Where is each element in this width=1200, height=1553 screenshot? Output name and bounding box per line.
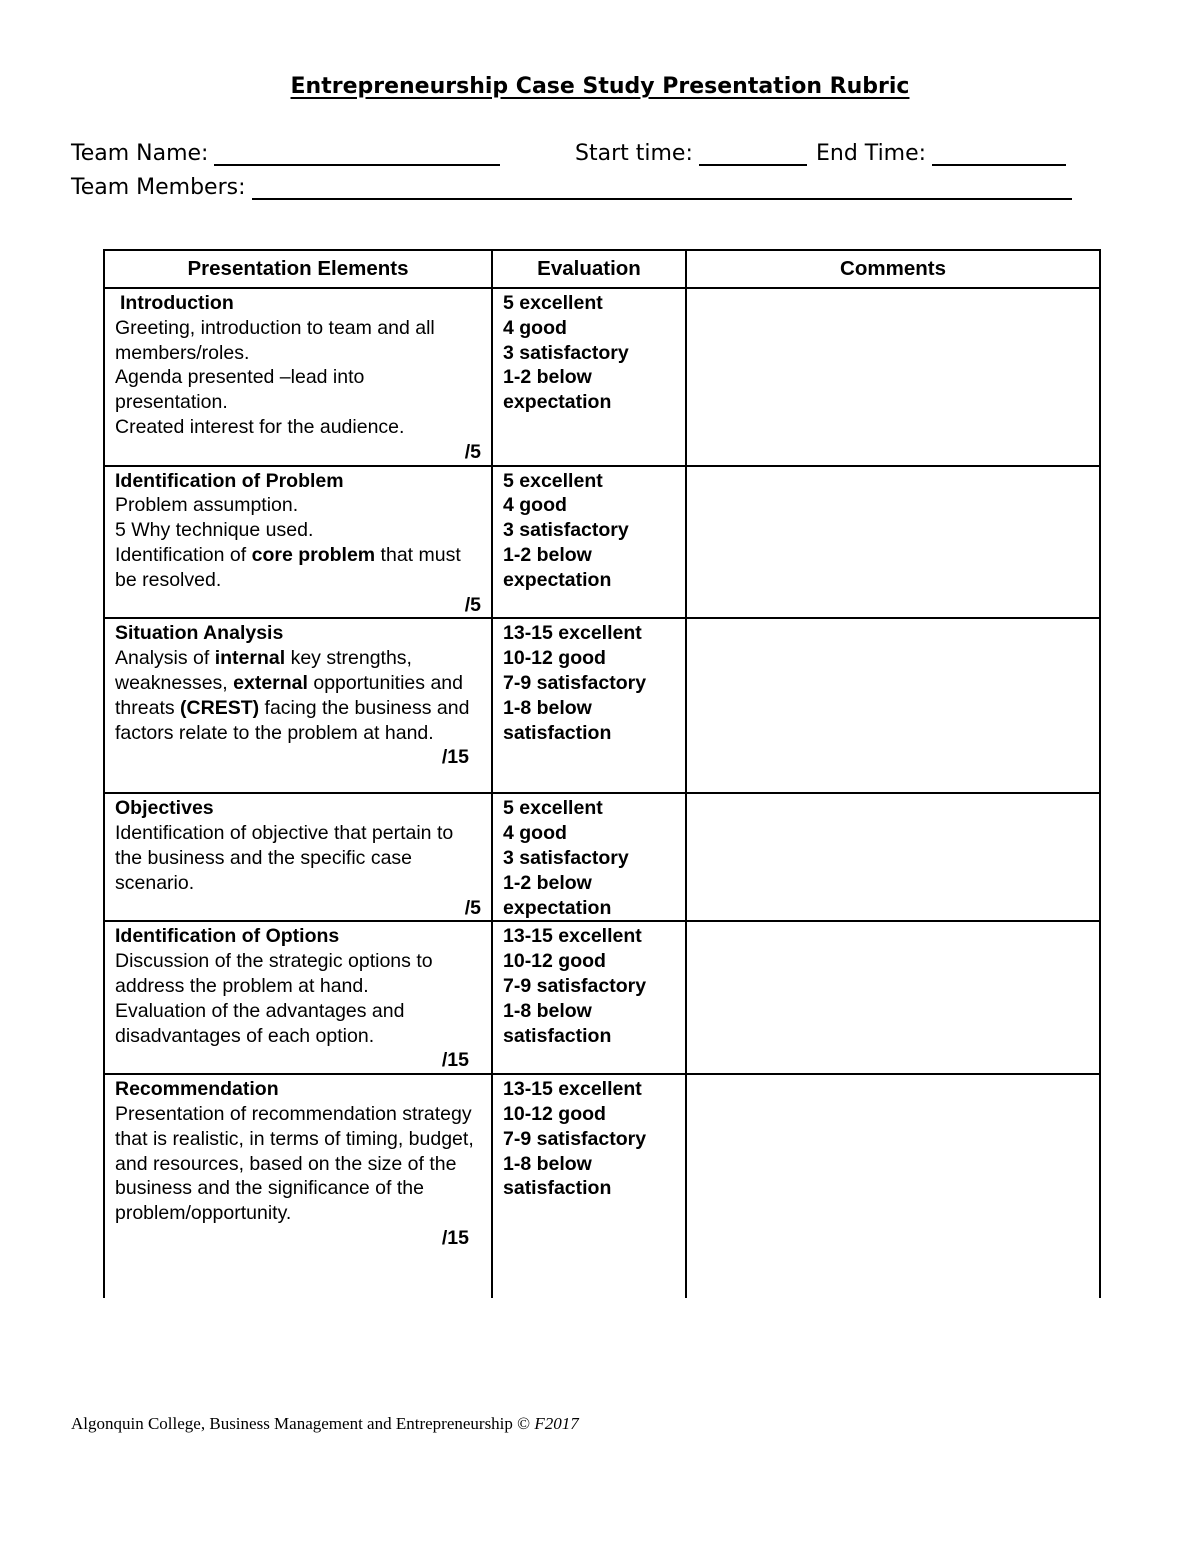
team-name-field[interactable]: [71, 141, 500, 166]
start-time-label: Start time:: [575, 141, 693, 166]
team-members-field[interactable]: [71, 175, 1072, 200]
evaluation-level: 10-12 good: [503, 647, 606, 670]
evaluation-level: 1-8 below satisfaction: [503, 999, 612, 1047]
page-footer: [71, 1414, 579, 1434]
footer-text: Algonquin College, Business Management and Entrepreneurship ©: [71, 1414, 535, 1433]
element-title: Recommendation: [115, 1078, 279, 1101]
evaluation-level: 13-15 excellent: [503, 1078, 642, 1101]
start-time-blank[interactable]: [699, 142, 807, 166]
element-title: Situation Analysis: [115, 622, 284, 645]
header-comments: Comments: [686, 250, 1100, 288]
evaluation-level: 13-15 excellent: [503, 925, 642, 948]
evaluation-level: 4 good: [503, 822, 567, 845]
comments-cell[interactable]: [686, 921, 1100, 1074]
element-description: Greeting, introduction to team and all members/roles. Agenda presented –lead into presentation. Created interest for the audience.: [115, 316, 435, 438]
evaluation-level: 1-8 below satisfaction: [503, 1152, 612, 1200]
evaluation-cell: [492, 618, 686, 793]
element-description: Discussion of the strategic options to address the problem at hand. Evaluation of the advantages and disadvantages of each option.: [115, 950, 433, 1047]
footer-term: F2017: [534, 1414, 579, 1433]
evaluation-cell: [492, 793, 686, 921]
comments-cell[interactable]: [686, 288, 1100, 466]
element-cell: [104, 618, 492, 793]
evaluation-level: 10-12 good: [503, 1102, 606, 1125]
element-description: Analysis of internal key strengths, weaknesses, external opportunities and threats (CREST) facing the business and factors relate to the problem at hand.: [115, 647, 470, 744]
evaluation-cell: [492, 288, 686, 466]
end-time-blank[interactable]: [932, 142, 1066, 166]
evaluation-level: 3 satisfactory: [503, 519, 629, 542]
table-row: [104, 921, 1100, 1074]
element-score: /15: [441, 746, 469, 769]
page-title: Entrepreneurship Case Study Presentation Rubric: [290, 74, 910, 99]
evaluation-level: 3 satisfactory: [503, 341, 629, 364]
end-time-field[interactable]: [816, 141, 1066, 166]
table-row: [104, 1074, 1100, 1298]
element-score: /15: [441, 1049, 469, 1072]
element-title: Identification of Options: [115, 925, 340, 948]
evaluation-level: 5 excellent: [503, 469, 603, 492]
start-time-field[interactable]: [575, 141, 807, 166]
evaluation-level: 4 good: [503, 494, 567, 517]
rubric-table: [103, 249, 1101, 1298]
element-cell: [104, 466, 492, 619]
evaluation-level: 7-9 satisfactory: [503, 1127, 647, 1150]
header-presentation-elements: Presentation Elements: [104, 250, 492, 288]
comments-cell[interactable]: [686, 1074, 1100, 1298]
evaluation-level: 1-2 below expectation: [503, 366, 612, 414]
element-score: /5: [464, 593, 481, 616]
element-cell: [104, 288, 492, 466]
evaluation-level: 1-2 below expectation: [503, 871, 612, 919]
element-cell: [104, 1074, 492, 1298]
table-row: [104, 618, 1100, 793]
evaluation-level: 3 satisfactory: [503, 846, 629, 869]
evaluation-level: 1-2 below expectation: [503, 543, 612, 591]
evaluation-level: 13-15 excellent: [503, 622, 642, 645]
element-title: Identification of Problem: [115, 469, 344, 492]
evaluation-cell: [492, 466, 686, 619]
team-name-blank[interactable]: [214, 142, 500, 166]
evaluation-level: 4 good: [503, 316, 567, 339]
table-row: [104, 466, 1100, 619]
evaluation-cell: [492, 1074, 686, 1298]
table-row: [104, 288, 1100, 466]
element-score: /5: [464, 896, 481, 919]
element-description: Presentation of recommendation strategy that is realistic, in terms of timing, budget, and resources, based on the size of the business and the significance of the problem/opportunity.: [115, 1102, 474, 1225]
header-evaluation: Evaluation: [492, 250, 686, 288]
element-cell: [104, 921, 492, 1074]
element-score: /15: [441, 1226, 469, 1249]
evaluation-cell: [492, 921, 686, 1074]
comments-cell[interactable]: [686, 466, 1100, 619]
team-name-label: Team Name:: [71, 141, 209, 166]
comments-cell[interactable]: [686, 793, 1100, 921]
evaluation-level: 5 excellent: [503, 292, 603, 314]
evaluation-level: 7-9 satisfactory: [503, 671, 647, 694]
end-time-label: End Time:: [816, 141, 927, 166]
element-title: Introduction: [120, 292, 234, 314]
team-members-label: Team Members:: [71, 175, 246, 200]
element-description: Identification of objective that pertain to the business and the specific case scenario.: [115, 822, 454, 894]
element-cell: [104, 793, 492, 921]
table-row: [104, 793, 1100, 921]
element-description: Problem assumption. 5 Why technique used. Identification of core problem that must be resolved.: [115, 494, 461, 591]
comments-cell[interactable]: [686, 618, 1100, 793]
evaluation-level: 5 excellent: [503, 797, 603, 820]
element-score: /5: [464, 440, 481, 463]
element-title: Objectives: [115, 797, 214, 820]
evaluation-level: 10-12 good: [503, 950, 606, 973]
team-members-blank[interactable]: [252, 176, 1072, 200]
evaluation-level: 7-9 satisfactory: [503, 974, 647, 997]
evaluation-level: 1-8 below satisfaction: [503, 696, 612, 744]
table-header-row: [104, 250, 1100, 288]
